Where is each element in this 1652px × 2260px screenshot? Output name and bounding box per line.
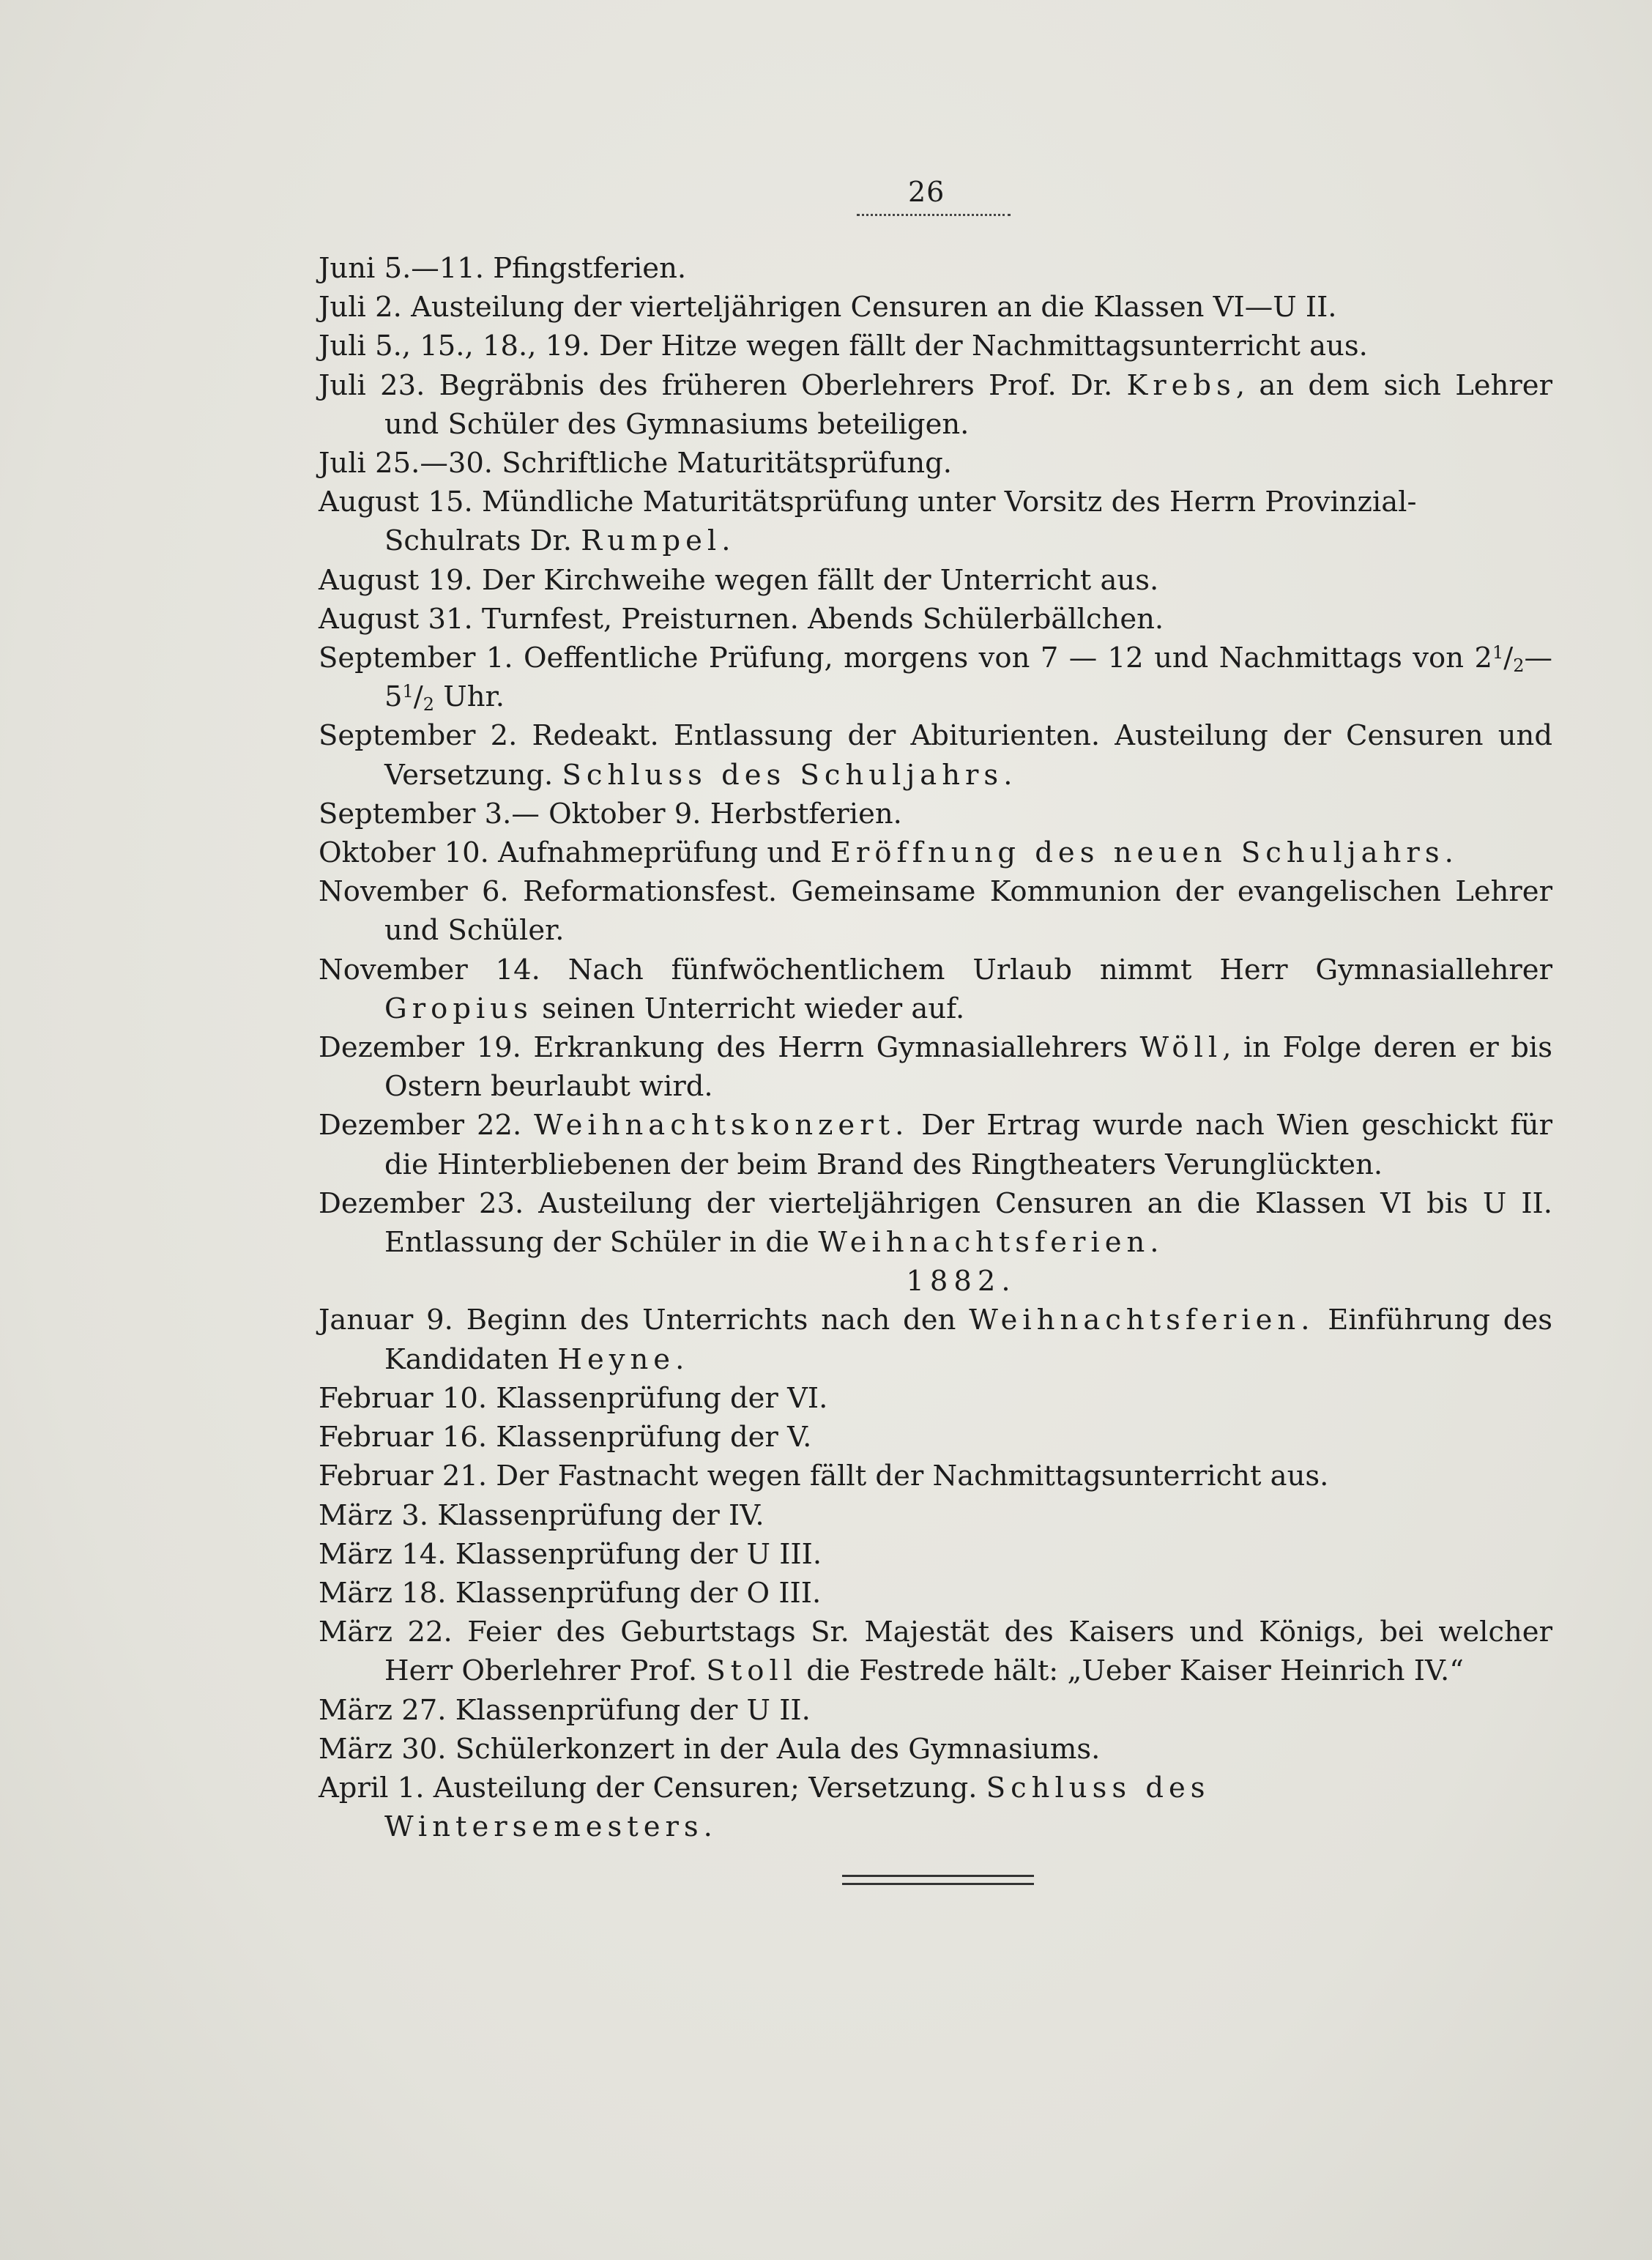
spaced-name: Stoll (706, 1654, 798, 1688)
entry: Oktober 10. Aufnahmeprüfung und Eröffnung des neuen Schuljahrs. (319, 836, 1459, 870)
spaced-name: Heyne (557, 1342, 676, 1376)
entry: Juni 5.—11. Pfingstferien. (319, 252, 687, 285)
entry: September 2. Redeakt. Entlassung der Abiturienten. Austeilung der Censuren und Versetzung. Schluss des Schuljahrs. (319, 719, 1552, 792)
entry: März 22. Feier des Geburtstags Sr. Majestät des Kaisers und Königs, bei welcher Herr Oberlehrer Prof. Stoll die Festrede hält: „Ueber Kaiser Heinrich IV.“ (319, 1616, 1552, 1688)
spaced-phrase: Schluss des Wintersemesters. (384, 1771, 1210, 1844)
entry: Dezember 19. Erkrankung des Herrn Gymnasiallehrers Wöll, in Folge deren er bis Ostern beurlaubt wird. (319, 1031, 1552, 1104)
entry: Dezember 23. Austeilung der vierteljährigen Censuren an die Klassen VI bis U II. Entlassung der Schüler in die Weihnachtsferien. (319, 1186, 1552, 1260)
entry: September 3.— Oktober 9. Herbstferien. (319, 797, 902, 830)
chronicle-text (319, 249, 1552, 1846)
entry: März 3. Klassenprüfung der IV. (319, 1498, 764, 1532)
closing-double-rule (842, 1875, 1034, 1885)
entry: Februar 10. Klassenprüfung der VI. (319, 1381, 828, 1415)
spaced-name: Rumpel (581, 524, 722, 558)
spaced-name: Gropius (384, 992, 533, 1025)
page-number-underline (857, 214, 1011, 220)
entry: November 14. Nach fünfwöchentlichem Urlaub nimmt Herr Gymnasiallehrer Gropius seinen Unterricht wieder auf. (319, 953, 1552, 1025)
spaced-name: Krebs (1126, 368, 1236, 402)
entry: August 19. Der Kirchweihe wegen fällt der Unterricht aus. (319, 563, 1159, 597)
spaced-phrase: Eröffnung des neuen Schuljahrs. (830, 836, 1459, 870)
entry: Juli 23. Begräbnis des früheren Oberlehrers Prof. Dr. Krebs, an dem sich Lehrer und Schüler des Gymnasiums beteiligen. (319, 368, 1552, 441)
year-heading: 1882. (906, 1265, 1016, 1298)
spaced-phrase: Weihnachtsferien. (969, 1304, 1315, 1337)
entry: Juli 5., 15., 18., 19. Der Hitze wegen fällt der Nachmittagsunterricht aus. (319, 330, 1368, 363)
entry: November 6. Reformationsfest. Gemeinsame Kommunion der evangelischen Lehrer und Schüler. (319, 875, 1552, 948)
entry: März 27. Klassenprüfung der U II. (319, 1693, 811, 1727)
entry: Februar 16. Klassenprüfung der V. (319, 1421, 812, 1454)
entry: Januar 9. Beginn des Unterrichts nach den Weihnachtsferien. Einführung des Kandidaten Heyne. (319, 1304, 1552, 1376)
entry: Juli 2. Austeilung der vierteljährigen Censuren an die Klassen VI—U II. (319, 291, 1337, 324)
page-number: 26 (908, 176, 945, 208)
entry: März 18. Klassenprüfung der O III. (319, 1576, 822, 1610)
spaced-phrase: Weihnachtskonzert. (534, 1109, 909, 1142)
spaced-phrase: Weihnachtsferien. (818, 1226, 1164, 1260)
spaced-name: Wöll (1139, 1031, 1223, 1065)
entry: Juli 25.—30. Schriftliche Maturitätsprüfung. (319, 447, 953, 480)
entry: März 30. Schülerkonzert in der Aula des Gymnasiums. (319, 1732, 1101, 1766)
entry: August 31. Turnfest, Preisturnen. Abends Schülerbällchen. (319, 602, 1164, 636)
entry: März 14. Klassenprüfung der U III. (319, 1537, 822, 1571)
spaced-phrase: Schluss des Schuljahrs. (562, 758, 1018, 792)
entry: April 1. Austeilung der Censuren; Versetzung. Schluss des Wintersemesters. (319, 1771, 1210, 1844)
entry: August 15. Mündliche Maturitätsprüfung unter Vorsitz des Herrn Provinzial-Schulrats Dr. Rumpel. (319, 486, 1417, 558)
entry: September 1. Oeffentliche Prüfung, morgens von 7 — 12 und Nachmittags von $2^1/_2—5^1/_2$ Uhr. (319, 642, 1552, 715)
entry: Dezember 22. Weihnachtskonzert. Der Ertrag wurde nach Wien geschickt für die Hinterbliebenen der beim Brand des Ringtheaters Verunglückten. (319, 1109, 1552, 1181)
entry: Februar 21. Der Fastnacht wegen fällt der Nachmittagsunterricht aus. (319, 1460, 1329, 1493)
